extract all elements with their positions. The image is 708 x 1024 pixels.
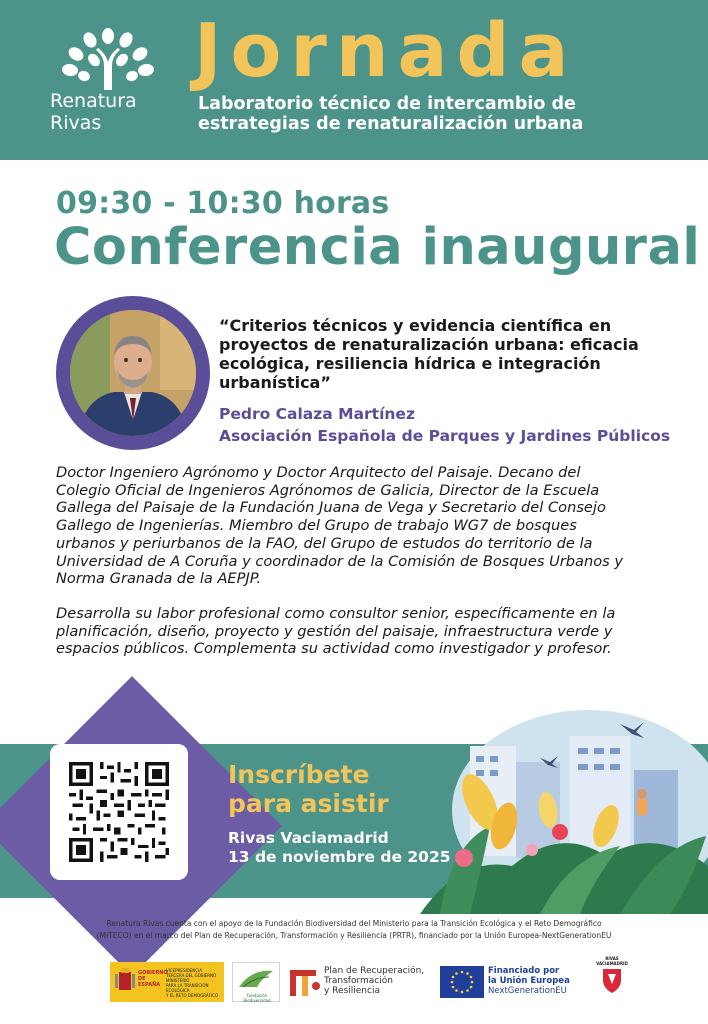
speaker-photo-illustration <box>70 310 196 436</box>
eu-label <box>488 966 572 996</box>
prtr-mark-icon <box>288 964 322 1000</box>
gov-line-1: GOBIERNO <box>138 970 168 976</box>
bio-line: Universidad de A Coruña y coordinador de la Comisión de Bosques Urbanos y <box>56 552 624 570</box>
bio-line: espacios públicos. Complementa su actividad como investigador y profesor. <box>56 640 612 658</box>
prtr-line-1: Plan de Recuperación, <box>324 966 425 976</box>
rivas-line-2: VACIAMADRID <box>596 961 628 966</box>
urban-nature-illustration <box>420 706 708 914</box>
funding-note-line-2: (MITECO) en el marco del Plan de Recuperación, Transformación y Resiliencia (PRTR), financiado por la Unión Europea-NextGenerationEU <box>96 931 612 940</box>
eu-line-2: la Unión Europea <box>488 976 570 986</box>
bio-line: Norma Granada de la AEPJP. <box>56 570 262 588</box>
coat-of-arms-icon <box>113 962 137 1002</box>
speaker-organization: Asociación Española de Parques y Jardines Públicos <box>219 427 671 445</box>
eu-line-1: Financiado por <box>488 966 560 976</box>
leaf-icon <box>233 965 279 991</box>
event-date: 13 de noviembre de 2025 <box>228 848 451 866</box>
prtr-label <box>324 966 428 996</box>
talk-title-line-4: urbanística” <box>219 373 331 392</box>
cta-line-1: Inscríbete <box>228 760 370 789</box>
ministry-line-3: MINISTERIO <box>166 978 190 983</box>
bio-line: Desarrolla su labor profesional como consultor senior, específicamente en la <box>56 605 616 622</box>
prtr-logo <box>288 962 428 1002</box>
gobierno-label <box>138 970 166 988</box>
event-subtitle <box>198 94 698 134</box>
subtitle-line-1: Laboratorio técnico de intercambio de <box>198 94 576 114</box>
speaker-portrait-frame <box>56 296 210 450</box>
ministry-line-2: TERCERA DEL GOBIERNO <box>166 973 217 978</box>
talk-title-line-2: proyectos de renaturalización urbana: eficacia <box>219 335 639 354</box>
eu-flag-icon <box>440 966 484 998</box>
eu-nextgen-logo <box>440 962 570 1002</box>
brand-line-2: Rivas <box>50 112 102 134</box>
speaker-bio-paragraph-2 <box>56 605 696 658</box>
header-band <box>0 0 708 160</box>
registration-cta <box>228 760 389 818</box>
talk-title <box>219 316 689 392</box>
event-city: Rivas Vaciamadrid <box>228 829 389 847</box>
tree-icon <box>60 26 156 92</box>
rivas-vaciamadrid-logo <box>592 956 632 1002</box>
funding-note <box>20 918 688 942</box>
rivas-shield-icon <box>602 968 622 994</box>
qr-code-card[interactable] <box>50 744 188 880</box>
rivas-label <box>592 956 632 966</box>
talk-title-line-3: ecológica, resiliencia hídrica e integración <box>219 354 601 373</box>
renatura-rivas-logo <box>50 26 166 138</box>
speaker-bio-paragraph-1 <box>56 464 696 588</box>
talk-title-line-1: “Criterios técnicos y evidencia científica en <box>219 316 612 335</box>
funding-note-line-1: Renatura Rivas cuenta con el apoyo de la Fundación Biodiversidad del Ministerio para la Transición Ecológica y el Reto Demográfico <box>106 919 602 928</box>
ministry-line-4: PARA LA TRANSICIÓN ECOLÓGICA <box>166 983 209 993</box>
bio-line: Gallego de Ingenierías. Miembro del Grupo de trabajo WG7 de bosques <box>56 517 577 535</box>
bio-line: Colegio Oficial de Ingenieros Agrónomos de Galicia, Director de la Escuela <box>56 481 600 499</box>
prtr-line-2: Transformación <box>324 976 393 986</box>
cta-line-2: para asistir <box>228 789 389 818</box>
ministry-line-5: Y EL RETO DEMOGRÁFICO <box>166 993 218 998</box>
fb-label: Fundación Biodiversidad <box>243 993 271 1003</box>
bio-line: planificación, diseño, proyecto y gestión del paisaje, infraestructura verde y <box>56 622 613 640</box>
session-title: Conferencia inaugural <box>54 218 701 277</box>
rivas-line-1: RIVAS <box>605 956 619 961</box>
bio-line: urbanos y periurbanos de la FAO, del Grupo de estudos do territorio de la <box>56 534 593 552</box>
session-time: 09:30 - 10:30 horas <box>56 186 390 221</box>
brand-name <box>50 90 137 134</box>
fundacion-biodiversidad-logo <box>232 962 280 1002</box>
speaker-photo <box>70 310 196 436</box>
subtitle-line-2: estrategias de renaturalización urbana <box>198 114 584 134</box>
speaker-name: Pedro Calaza Martínez <box>219 405 415 423</box>
gobierno-miteco-logo <box>110 962 224 1002</box>
sponsor-logos <box>110 956 650 1004</box>
prtr-line-3: y Resiliencia <box>324 986 380 996</box>
event-type-title: Jornada <box>194 8 578 94</box>
brand-line-1: Renatura <box>50 90 137 112</box>
event-location-date <box>228 829 451 867</box>
ministry-label <box>166 968 222 998</box>
bio-line: Doctor Ingeniero Agrónomo y Doctor Arquitecto del Paisaje. Decano del <box>56 464 581 481</box>
gov-line-2: DE ESPAÑA <box>138 976 161 988</box>
eu-line-3: NextGenerationEU <box>488 986 567 996</box>
qr-code-icon[interactable] <box>68 762 170 862</box>
bio-line: Gallega del Paisaje de la Fundación Juana de Vega y Secretario del Consejo <box>56 499 606 517</box>
ministry-line-1: VICEPRESIDENCIA <box>166 968 202 973</box>
